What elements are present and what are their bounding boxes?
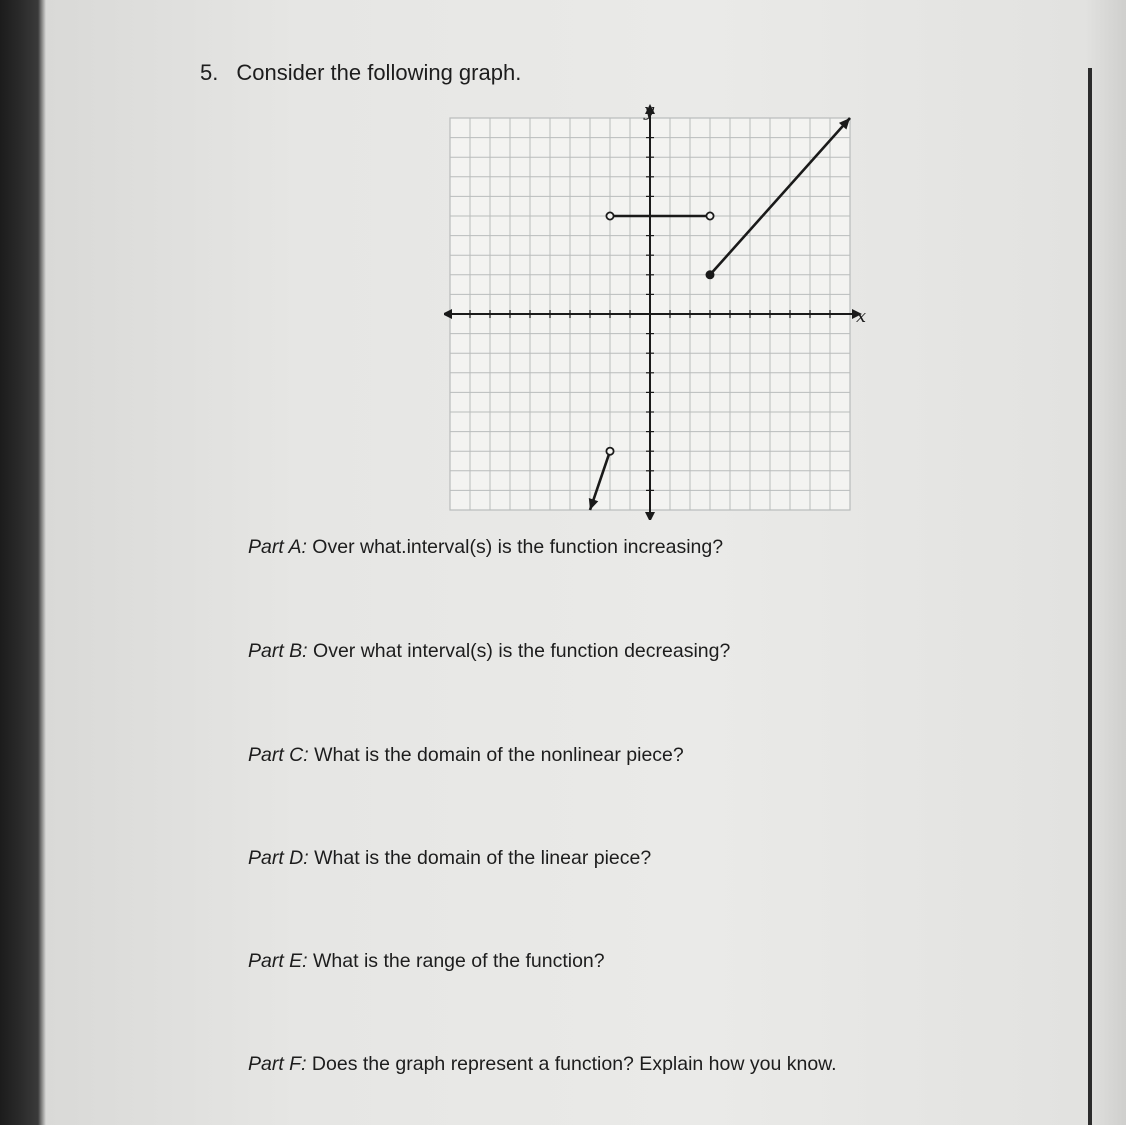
part-e-label: Part E: [248, 950, 308, 972]
x-axis-label: x [856, 306, 867, 327]
part-d-label: Part D: [248, 847, 309, 869]
part-b [248, 640, 730, 663]
question-heading [200, 60, 521, 86]
segment-open-endpoint-left [606, 212, 613, 219]
y-axis-label: y [644, 100, 655, 121]
part-a-label: Part A: [248, 536, 307, 558]
question-number: 5. [200, 60, 219, 85]
y-axis-arrow-down [645, 512, 655, 520]
part-e [248, 950, 605, 973]
coordinate-graph [444, 100, 872, 520]
part-b-label: Part B: [248, 640, 308, 662]
part-f-text: Does the graph represent a function? Explain how you know. [306, 1053, 837, 1075]
part-e-text: What is the range of the function? [307, 950, 605, 972]
page-edge [1088, 68, 1092, 1125]
part-c-text: What is the domain of the nonlinear piece? [308, 744, 684, 766]
part-c [248, 744, 684, 767]
question-text: Consider the following graph. [236, 60, 522, 85]
ray-endpoint-2 [606, 448, 613, 455]
segment-open-endpoint-right [706, 212, 713, 219]
part-d-text: What is the domain of the linear piece? [308, 847, 652, 869]
part-a-text: Over what.interval(s) is the function increasing? [306, 536, 724, 558]
part-b-text: Over what interval(s) is the function decreasing? [307, 640, 731, 662]
part-f [248, 1053, 837, 1076]
x-axis-arrow-left [444, 309, 452, 319]
part-c-label: Part C: [248, 744, 309, 766]
part-f-label: Part F: [248, 1053, 307, 1075]
ray-endpoint-1 [706, 271, 713, 278]
part-d [248, 847, 651, 870]
part-a [248, 536, 723, 559]
